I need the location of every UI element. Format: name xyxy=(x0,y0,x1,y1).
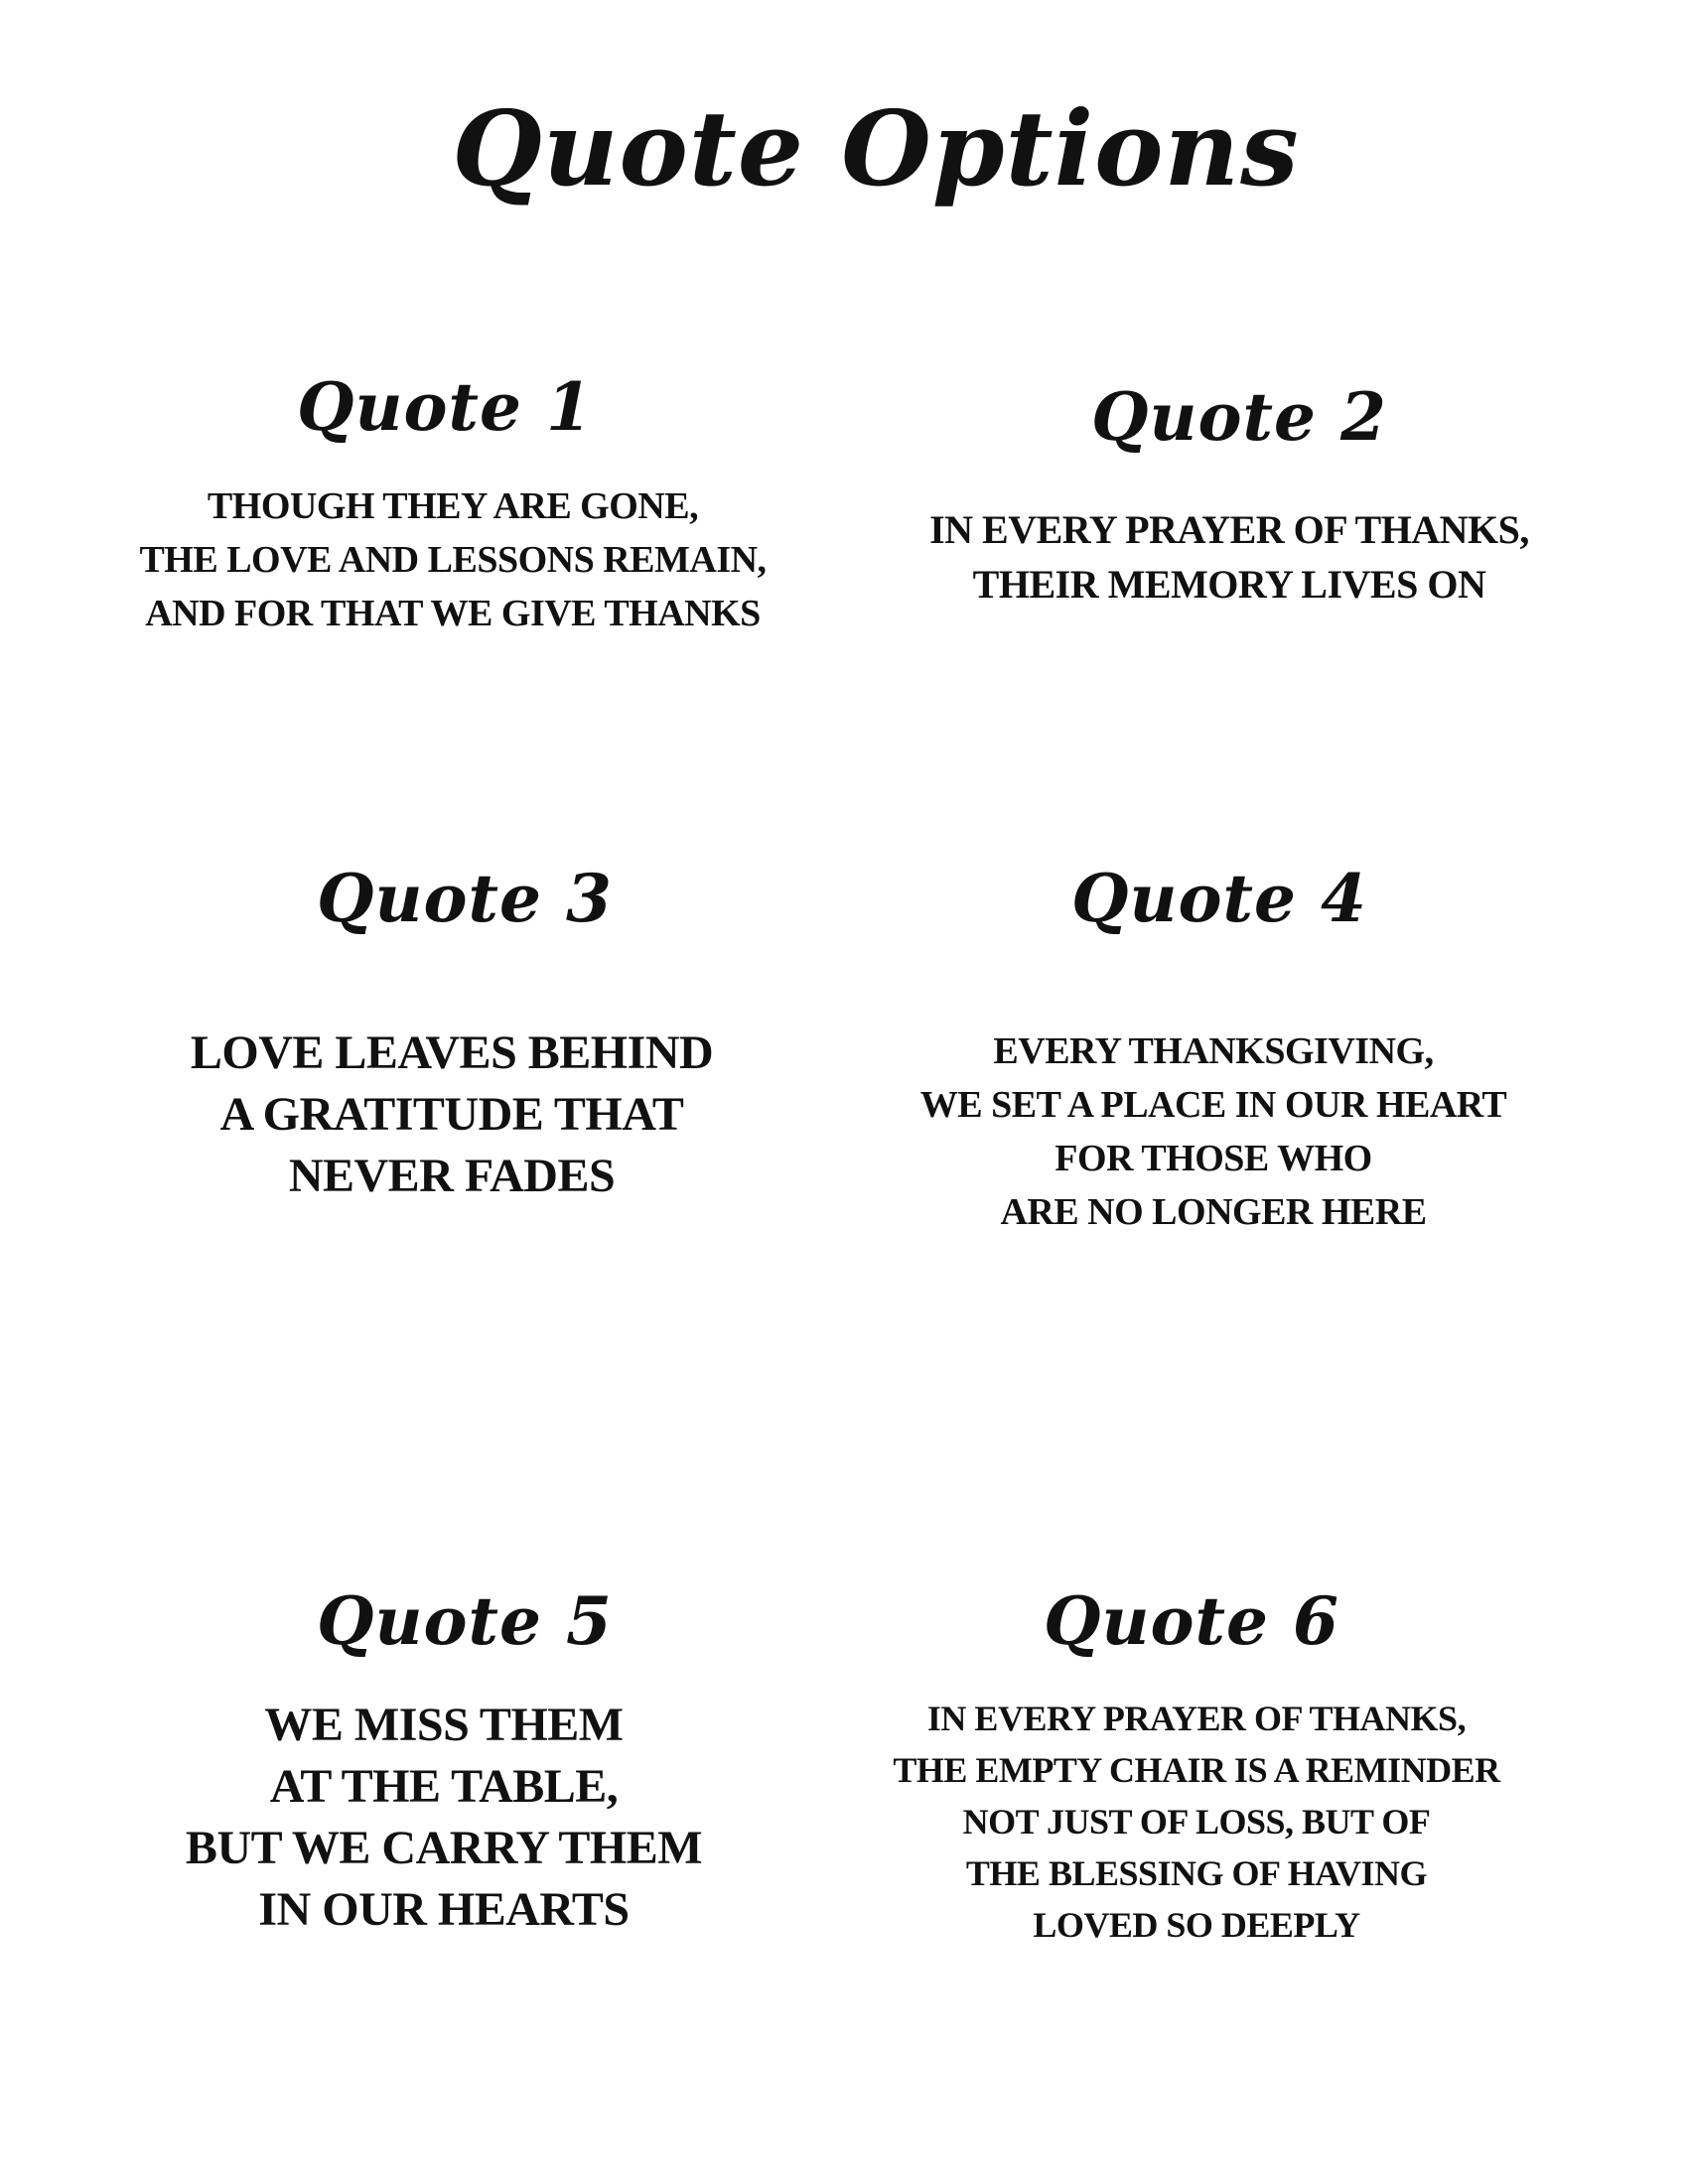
quote-6-heading: Quote 6 xyxy=(1044,1582,1339,1660)
quote-5-text xyxy=(186,1695,702,1941)
quote-line: THE BLESSING OF HAVING xyxy=(965,1853,1428,1893)
quote-line: BUT WE CARRY THEM xyxy=(185,1822,703,1874)
quote-line: WE MISS THEM xyxy=(264,1699,624,1751)
quote-line: THE EMPTY CHAIR IS A REMINDER xyxy=(893,1750,1500,1790)
quote-line: A GRATITUDE THAT xyxy=(219,1088,684,1141)
quote-line: NEVER FADES xyxy=(288,1150,616,1202)
quote-line: LOVE LEAVES BEHIND xyxy=(190,1026,714,1079)
quote-4-text xyxy=(920,1024,1507,1239)
quote-1-text xyxy=(139,479,766,640)
quote-line: FOR THOSE WHO xyxy=(1055,1138,1372,1179)
quote-line: IN EVERY PRAYER OF THANKS, xyxy=(926,1699,1467,1738)
quote-2-heading: Quote 2 xyxy=(1091,378,1387,456)
quote-line: THOUGH THEY ARE GONE, xyxy=(207,485,699,527)
quote-3-heading: Quote 3 xyxy=(317,860,613,937)
quote-1-heading: Quote 1 xyxy=(297,368,593,446)
quote-line: IN EVERY PRAYER OF THANKS, xyxy=(929,507,1529,552)
quote-line: THEIR MEMORY LIVES ON xyxy=(972,562,1486,607)
quote-line: EVERY THANKSGIVING, xyxy=(993,1030,1434,1072)
quote-line: ARE NO LONGER HERE xyxy=(1000,1191,1427,1233)
quote-line: NOT JUST OF LOSS, BUT OF xyxy=(962,1802,1431,1842)
quote-line: IN OUR HEARTS xyxy=(258,1883,630,1936)
quote-5-heading: Quote 5 xyxy=(317,1582,613,1660)
quote-4-heading: Quote 4 xyxy=(1071,860,1367,937)
quote-2-text xyxy=(929,502,1529,612)
quote-line: WE SET A PLACE IN OUR HEART xyxy=(919,1084,1507,1126)
quote-line: AT THE TABLE, xyxy=(269,1760,619,1813)
quote-3-text xyxy=(191,1023,713,1207)
quote-line: THE LOVE AND LESSONS REMAIN, xyxy=(139,539,767,581)
quote-6-text xyxy=(893,1693,1499,1951)
quote-line: LOVED SO DEEPLY xyxy=(1033,1905,1360,1945)
quote-line: AND FOR THAT WE GIVE THANKS xyxy=(145,593,761,634)
page-title: Quote Options xyxy=(452,87,1300,209)
